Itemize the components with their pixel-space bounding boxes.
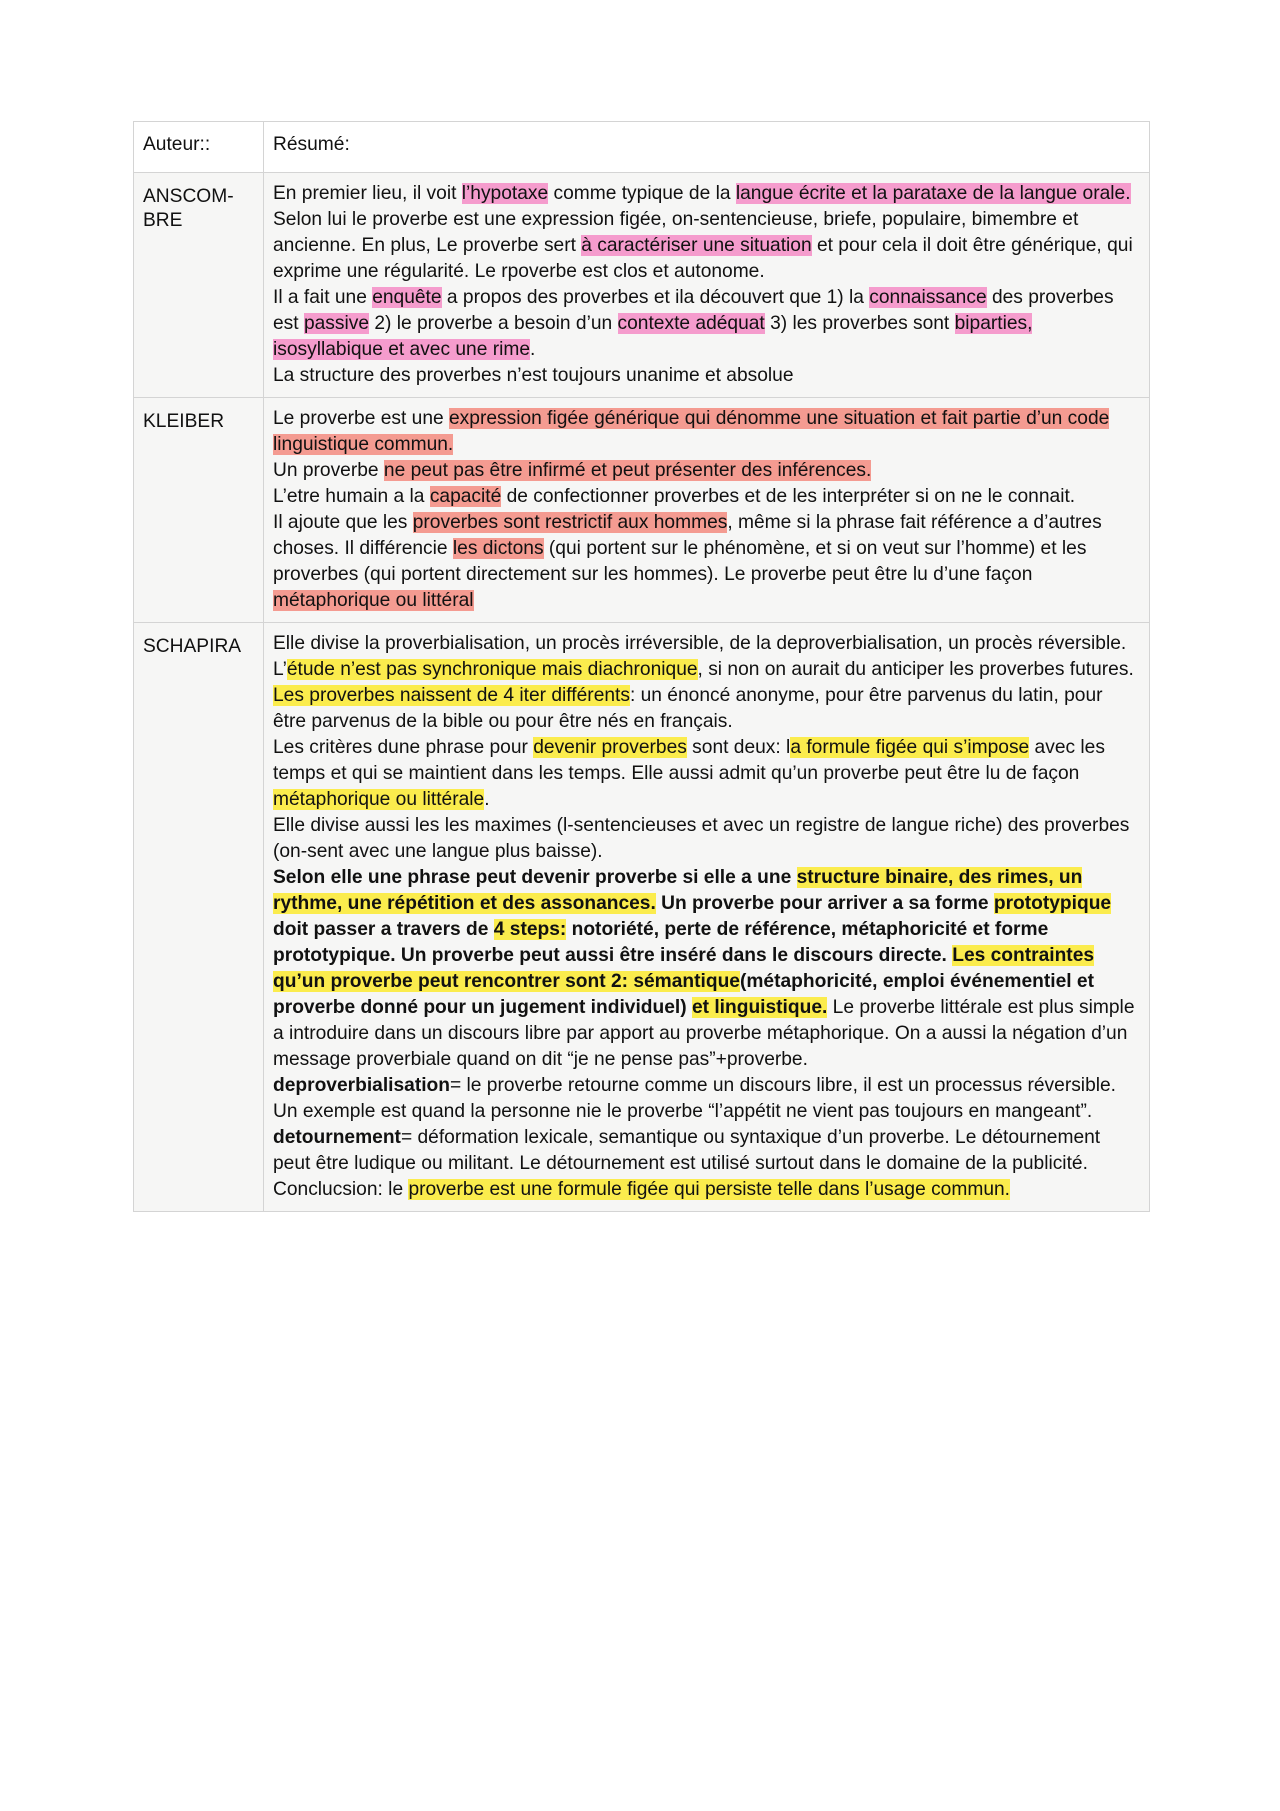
highlighted-text: et linguistique.: [691, 997, 828, 1018]
highlighted-text: les dictons: [452, 538, 544, 559]
highlighted-text: Les proverbes naissent de 4 iter différents: [273, 685, 630, 706]
highlighted-text: devenir proverbes: [533, 737, 687, 758]
highlighted-text: biparties, isosyllabique et avec une rime: [273, 313, 1033, 360]
summary-table: [133, 121, 1150, 1212]
summary-paragraph: Conclucsion: le proverbe est une formule figée qui persiste telle dans l’usage commun.: [273, 1179, 1010, 1200]
author-name: [134, 173, 264, 398]
summary-paragraph: Il ajoute que les proverbes sont restrictif aux hommes, même si la phrase fait référence a d’autres choses. Il différencie les dictons (qui portent sur le phénomène, et si on veut sur l’homme) et les proverbes (qui portent directement sur les hommes). Le proverbe peut être lu d’une façon métaphorique ou littéral: [273, 512, 1102, 611]
highlighted-text: l’hypotaxe: [461, 183, 549, 204]
highlighted-text: étude n’est pas synchronique mais diachronique: [286, 659, 698, 680]
summary-paragraph: Elle divise la proverbialisation, un procès irréversible, de la deproverbialisation, un procès réversible. L’étude n’est pas synchronique mais diachronique, si non on aurait du anticiper les proverbes futures. Les proverbes naissent de 4 iter différents: un énoncé anonyme, pour être parvenus du latin, pour être parvenus de la bible ou pour être nés en français.: [273, 633, 1134, 732]
highlighted-text: capacité: [429, 486, 502, 507]
highlighted-text: structure binaire, des rimes, un rythme, une répétition et des assonances.: [273, 867, 1083, 914]
summary-paragraph: En premier lieu, il voit l’hypotaxe comme typique de la langue écrite et la parataxe de la langue orale. Selon lui le proverbe est une expression figée, on-sentencieuse, briefe, populaire, bimembre et ancienne. En plus, Le proverbe sert à caractériser une situation et pour cela il doit être générique, qui exprime une régularité. Le rpoverbe est clos et autonome.: [273, 183, 1133, 282]
highlighted-text: passive: [303, 313, 369, 334]
bold-text: Selon elle une phrase peut devenir proverbe si elle a une: [273, 867, 797, 888]
bold-text: doit passer a travers de: [273, 919, 494, 940]
table-row-anscombre: [134, 173, 1150, 398]
bold-text: detournement: [273, 1127, 401, 1148]
header-summary: Résumé:: [264, 122, 1150, 173]
summary-text: [264, 173, 1150, 398]
summary-paragraph: Elle divise aussi les les maximes (l-sentencieuses et avec un registre de langue riche) des proverbes (on-sent avec une langue plus baisse).: [273, 815, 1130, 862]
table-row-kleiber: [134, 398, 1150, 623]
summary-text: [264, 623, 1150, 1212]
highlighted-text: a formule figée qui s’impose: [790, 737, 1030, 758]
summary-paragraph: Un proverbe ne peut pas être infirmé et peut présenter des inférences.: [273, 460, 872, 481]
highlighted-text: contexte adéquat: [617, 313, 765, 334]
highlighted-text: proverbe est une formule figée qui persiste telle dans l’usage commun.: [408, 1179, 1010, 1200]
highlighted-text: métaphorique ou littéral: [273, 590, 474, 611]
highlighted-text: ne peut pas être infirmé et peut présenter des inférences.: [383, 460, 872, 481]
summary-paragraph: Il a fait une enquête a propos des proverbes et ila découvert que 1) la connaissance des proverbes est passive 2) le proverbe a besoin d’un contexte adéquat 3) les proverbes sont biparties, isosyllabique et avec une rime.: [273, 287, 1114, 360]
author-name: [134, 623, 264, 1212]
summary-paragraph: Les critères dune phrase pour devenir proverbes sont deux: la formule figée qui s’impose avec les temps et qui se maintient dans les temps. Elle aussi admit qu’un proverbe peut être lu de façon métaphorique ou littérale.: [273, 737, 1105, 810]
author-name-text: SCHAPIRA: [143, 636, 242, 657]
author-name: [134, 398, 264, 623]
highlighted-text: à caractériser une situation: [581, 235, 812, 256]
bold-text: notoriété, perte de référence, métaphoricité et forme prototypique. Un proverbe peut aussi être inséré dans le discours directe.: [273, 919, 1049, 966]
highlighted-text: expression figée générique qui dénomme une situation et fait partie d’un code linguistique commun.: [273, 408, 1110, 455]
summary-paragraph: Le proverbe est une expression figée générique qui dénomme une situation et fait partie d’un code linguistique commun.: [273, 408, 1110, 455]
summary-paragraph: Selon elle une phrase peut devenir proverbe si elle a une structure binaire, des rimes, un rythme, une répétition et des assonances. Un proverbe pour arriver a sa forme prototypique doit passer a travers de 4 steps: notoriété, perte de référence, métaphoricité et forme prototypique. Un proverbe peut aussi être inséré dans le discours directe. Les contraintes qu’un proverbe peut rencontrer sont 2: sémantique(métaphoricité, emploi événementiel et proverbe donné pour un jugement individuel) et linguistique. Le proverbe littérale est plus simple a introduire dans un discours libre par apport au proverbe métaphorique. On a aussi la négation d’un message proverbiale quand on dit “je ne pense pas”+proverbe.: [273, 867, 1135, 1070]
table-row-schapira: [134, 623, 1150, 1212]
highlighted-text: connaissance: [869, 287, 987, 308]
summary-text: [264, 398, 1150, 623]
highlighted-text: Les contraintes qu’un proverbe peut rencontrer sont 2: sémantique: [273, 945, 1095, 992]
summary-paragraph: L’etre humain a la capacité de confectionner proverbes et de les interpréter si on ne le connait.: [273, 486, 1076, 507]
highlighted-text: prototypique: [993, 893, 1112, 914]
summary-paragraph: detournement= déformation lexicale, semantique ou syntaxique d’un proverbe. Le détournement peut être ludique ou militant. Le détournement est utilisé surtout dans le domaine de la publicité.: [273, 1127, 1101, 1174]
bold-text: deproverbialisation: [273, 1075, 450, 1096]
highlighted-text: enquête: [372, 287, 442, 308]
summary-paragraph: La structure des proverbes n’est toujours unanime et absolue: [273, 365, 794, 386]
bold-text: Un proverbe pour arriver a sa forme: [655, 893, 994, 914]
highlighted-text: langue écrite et la parataxe de la langue orale.: [735, 183, 1131, 204]
highlighted-text: proverbes sont restrictif aux hommes: [412, 512, 728, 533]
table-header-row: [134, 122, 1150, 173]
author-name-text: KLEIBER: [143, 411, 225, 432]
summary-paragraph: deproverbialisation= le proverbe retourne comme un discours libre, il est un processus réversible. Un exemple est quand la personne nie le proverbe “l’appétit ne vient pas toujours en mangeant”.: [273, 1075, 1117, 1122]
highlighted-text: métaphorique ou littérale: [273, 789, 485, 810]
bold-text: (métaphoricité, emploi événementiel et proverbe donné pour un jugement individuel): [273, 971, 1094, 1018]
highlighted-text: 4 steps:: [493, 919, 567, 940]
author-name-text: ANSCOM- BRE: [143, 186, 234, 231]
header-author: Auteur::: [134, 122, 264, 173]
